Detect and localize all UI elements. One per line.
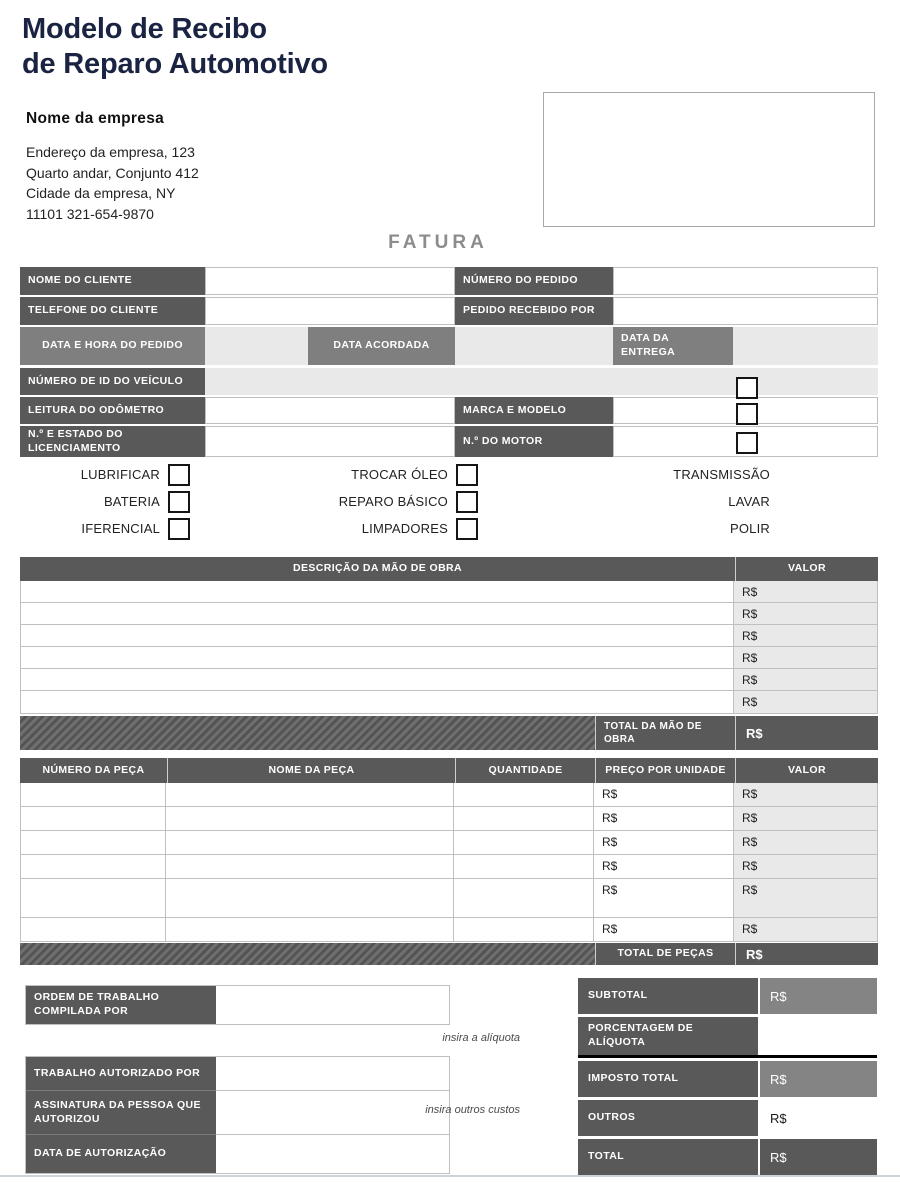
auth-date-label: DATA DE AUTORIZAÇÃO (26, 1135, 216, 1173)
parts-value-cell[interactable]: R$ (734, 879, 877, 917)
parts-table-body (20, 783, 878, 942)
company-address-line1: Endereço da empresa, 123 (26, 144, 195, 160)
quantity-field[interactable] (454, 807, 594, 830)
unit-price-header: PREÇO POR UNIDADE (595, 758, 735, 783)
labor-description-field[interactable] (21, 603, 734, 624)
unit-price-cell[interactable]: R$ (594, 855, 734, 878)
labor-total-row (20, 716, 878, 750)
labor-table-body (20, 581, 878, 714)
table-row (26, 1135, 449, 1173)
totals-divider-line (578, 1055, 877, 1058)
make-model-label: MARCA E MODELO (455, 397, 613, 424)
unit-price-cell[interactable]: R$ (594, 831, 734, 854)
labor-value-cell[interactable]: R$ (734, 625, 877, 646)
labor-table-header (20, 557, 878, 581)
quantity-field[interactable] (454, 783, 594, 806)
labor-total-value: R$ (735, 716, 878, 750)
quantity-header: QUANTIDADE (455, 758, 595, 783)
services-checklist (20, 461, 770, 542)
tax-total-label: IMPOSTO TOTAL (578, 1061, 758, 1097)
quantity-field[interactable] (454, 831, 594, 854)
table-row (20, 297, 878, 325)
signature-label: ASSINATURA DA PESSOA QUE AUTORIZOU (26, 1091, 216, 1135)
trocar-oleo-checkbox[interactable] (456, 464, 478, 486)
logo-placeholder-box[interactable] (543, 92, 875, 227)
page-title-line1: Modelo de Recibo (22, 13, 267, 45)
authorization-box (25, 1056, 450, 1174)
agreed-date-label: DATA ACORDADA (308, 327, 455, 365)
table-row (21, 691, 877, 713)
table-row (21, 783, 877, 807)
table-row (578, 1139, 877, 1175)
part-number-header: NÚMERO DA PEÇA (20, 758, 167, 783)
labor-description-field[interactable] (21, 647, 734, 668)
bateria-checkbox[interactable] (168, 491, 190, 513)
subtotal-value: R$ (760, 978, 877, 1014)
engine-number-label: N.º DO MOTOR (455, 426, 613, 457)
table-row (26, 1091, 449, 1135)
table-row (578, 1100, 877, 1136)
table-row (578, 978, 877, 1014)
reparo-basico-checkbox[interactable] (456, 491, 478, 513)
tax-percentage-label: PORCENTAGEM DE ALÍQUOTA (578, 1017, 758, 1055)
part-number-field[interactable] (21, 879, 166, 917)
client-phone-label: TELEFONE DO CLIENTE (20, 297, 205, 325)
table-row (21, 603, 877, 625)
vehicle-id-field[interactable] (205, 368, 878, 395)
other-label: OUTROS (578, 1100, 758, 1136)
parts-table (20, 758, 878, 965)
service-label-lavar: LAVAR (728, 494, 770, 509)
parts-value-cell[interactable]: R$ (734, 807, 877, 830)
client-phone-field[interactable] (205, 297, 455, 325)
company-address-line4: 11101 321-654-9870 (26, 205, 154, 222)
grand-total-value: R$ (760, 1139, 877, 1175)
compiled-by-field[interactable] (216, 986, 449, 1024)
labor-description-field[interactable] (21, 691, 734, 713)
delivery-date-label: DATA DA ENTREGA (621, 332, 676, 358)
labor-description-field[interactable] (21, 625, 734, 646)
labor-total-label: TOTAL DA MÃO DE OBRA (595, 716, 735, 750)
labor-value-header: VALOR (735, 557, 878, 581)
parts-total-row (20, 943, 878, 965)
unit-price-cell[interactable]: R$ (594, 879, 734, 917)
table-row (578, 1061, 877, 1097)
authorized-by-field[interactable] (216, 1057, 449, 1091)
parts-value-header: VALOR (735, 758, 878, 783)
service-label-transmissao: TRANSMISSÃO (673, 467, 770, 482)
lubrificar-checkbox[interactable] (168, 464, 190, 486)
order-datetime-field[interactable] (205, 327, 308, 365)
table-row (21, 807, 877, 831)
other-value[interactable]: R$ (760, 1100, 877, 1136)
parts-value-cell[interactable]: R$ (734, 855, 877, 878)
table-row (21, 647, 877, 669)
part-number-field[interactable] (21, 918, 166, 941)
part-name-field[interactable] (166, 918, 454, 941)
labor-description-field[interactable] (21, 581, 734, 602)
quantity-field[interactable] (454, 918, 594, 941)
other-costs-note: insira outros custos (425, 1104, 520, 1116)
labor-table (20, 557, 878, 750)
parts-value-cell[interactable]: R$ (734, 831, 877, 854)
table-row (20, 327, 878, 365)
order-number-label: NÚMERO DO PEDIDO (455, 267, 613, 295)
table-row (20, 267, 878, 295)
labor-value-cell[interactable]: R$ (734, 669, 877, 690)
table-row (21, 625, 877, 647)
part-name-field[interactable] (166, 879, 454, 917)
part-name-field[interactable] (166, 783, 454, 806)
parts-table-header (20, 758, 878, 783)
totals-table (578, 978, 877, 1178)
hatched-filler-cell (20, 716, 595, 750)
order-datetime-label: DATA E HORA DO PEDIDO (20, 327, 205, 365)
limpadores-checkbox[interactable] (456, 518, 478, 540)
service-label-limpadores: LIMPADORES (361, 521, 448, 536)
polir-checkbox[interactable] (736, 432, 758, 454)
company-address-line2: Quarto andar, Conjunto 412 (26, 164, 199, 181)
part-name-header: NOME DA PEÇA (167, 758, 455, 783)
table-row (21, 831, 877, 855)
service-label-iferencial: IFERENCIAL (81, 521, 160, 536)
service-label-lubrificar: LUBRIFICAR (80, 467, 160, 482)
labor-value-cell[interactable]: R$ (734, 581, 877, 602)
labor-value-cell[interactable]: R$ (734, 603, 877, 624)
page-bottom-divider (0, 1175, 900, 1177)
quantity-field[interactable] (454, 879, 594, 917)
tax-percentage-field[interactable] (760, 1017, 877, 1055)
part-number-field[interactable] (21, 807, 166, 830)
page-title-line2: de Reparo Automotivo (22, 48, 328, 80)
tax-total-value: R$ (760, 1061, 877, 1097)
vehicle-id-label: NÚMERO DE ID DO VEÍCULO (20, 368, 205, 395)
order-received-by-field[interactable] (613, 297, 878, 325)
quantity-field[interactable] (454, 855, 594, 878)
lavar-checkbox[interactable] (736, 403, 758, 425)
service-label-polir: POLIR (729, 521, 770, 536)
part-name-field[interactable] (166, 831, 454, 854)
company-address-line3: Cidade da empresa, NY (26, 185, 176, 201)
part-number-field[interactable] (21, 831, 166, 854)
license-field[interactable] (205, 426, 455, 457)
unit-price-cell[interactable]: R$ (594, 807, 734, 830)
client-name-field[interactable] (205, 267, 455, 295)
labor-value-cell[interactable]: R$ (734, 691, 877, 713)
agreed-date-field[interactable] (455, 327, 613, 365)
parts-total-value: R$ (735, 943, 878, 965)
parts-value-cell[interactable]: R$ (734, 783, 877, 806)
labor-description-field[interactable] (21, 669, 734, 690)
parts-total-label: TOTAL DE PEÇAS (595, 943, 735, 965)
auth-date-field[interactable] (216, 1135, 449, 1173)
service-label-bateria: BATERIA (103, 494, 160, 509)
tax-rate-note: insira a alíquota (442, 1032, 520, 1044)
table-row (21, 918, 877, 941)
compiled-by-label: ORDEM DE TRABALHO COMPILADA POR (26, 986, 216, 1024)
transmissao-checkbox[interactable] (736, 377, 758, 399)
work-order-box (25, 985, 450, 1025)
labor-value-cell[interactable]: R$ (734, 647, 877, 668)
hatched-filler-cell (20, 943, 595, 965)
unit-price-cell[interactable]: R$ (594, 918, 734, 941)
order-number-field[interactable] (613, 267, 878, 295)
authorized-by-label: TRABALHO AUTORIZADO POR (26, 1057, 216, 1091)
client-name-label: NOME DO CLIENTE (20, 267, 205, 295)
delivery-date-field[interactable] (733, 327, 878, 365)
order-received-by-label: PEDIDO RECEBIDO POR (455, 297, 613, 325)
unit-price-cell[interactable]: R$ (594, 783, 734, 806)
table-row (26, 1057, 449, 1091)
part-name-field[interactable] (166, 807, 454, 830)
license-label: N.º E ESTADO DO LICENCIAMENTO (20, 426, 205, 457)
part-name-field[interactable] (166, 855, 454, 878)
table-row (578, 1017, 877, 1055)
company-address (26, 142, 199, 224)
invoice-heading: FATURA (388, 232, 488, 253)
company-name: Nome da empresa (26, 110, 165, 127)
parts-value-cell[interactable]: R$ (734, 918, 877, 941)
grand-total-label: TOTAL (578, 1139, 758, 1175)
part-number-field[interactable] (21, 783, 166, 806)
odometer-label: LEITURA DO ODÔMETRO (20, 397, 205, 424)
table-row (21, 855, 877, 879)
table-row (21, 581, 877, 603)
table-row (21, 879, 877, 918)
service-label-reparo-basico: REPARO BÁSICO (338, 494, 448, 509)
iferencial-checkbox[interactable] (168, 518, 190, 540)
odometer-field[interactable] (205, 397, 455, 424)
order-info-table (20, 267, 878, 367)
part-number-field[interactable] (21, 855, 166, 878)
subtotal-label: SUBTOTAL (578, 978, 758, 1014)
table-row (21, 669, 877, 691)
labor-description-header: DESCRIÇÃO DA MÃO DE OBRA (20, 557, 735, 581)
service-label-trocar-oleo: TROCAR ÓLEO (351, 467, 448, 482)
page-title (22, 12, 328, 82)
